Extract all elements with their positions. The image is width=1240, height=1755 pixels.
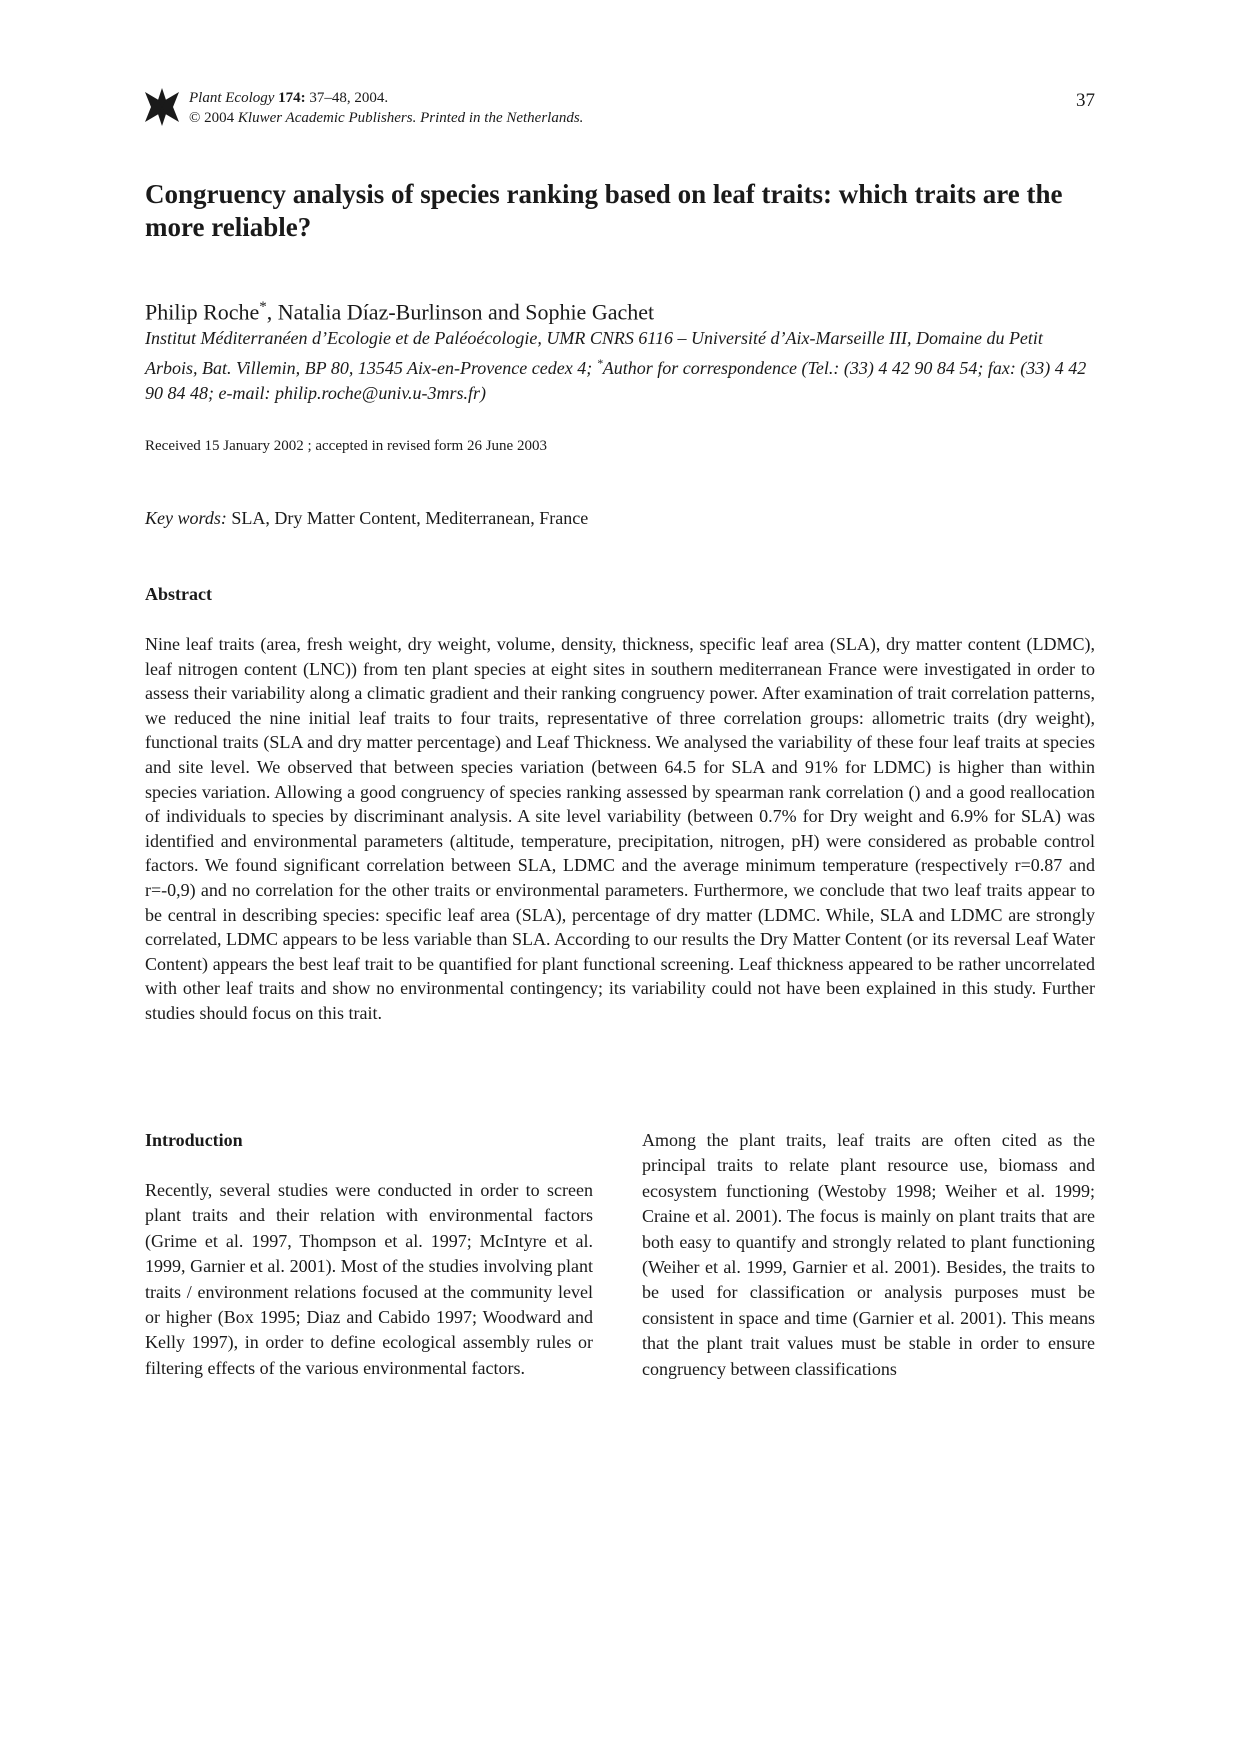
publisher: Kluwer Academic Publishers. Printed in the Netherlands.: [237, 110, 584, 126]
journal-pages-year: 37–48, 2004.: [305, 90, 389, 106]
copyright: © 2004: [189, 110, 238, 126]
introduction-left-column: Recently, several studies were conducted in order to screen plant traits and their relation with environmental factors (Grime et al. 1997, Thompson et al. 1997; McIntyre et al. 1999, Garnier et al. 2001). Most of the studies involving plant traits / environment relations focused at the community level or higher (Box 1995; Diaz and Cabido 1997; Woodward and Kelly 1997), in order to define ecological assembly rules or filtering effects of the various environmental factors.: [145, 1180, 593, 1378]
author-first: Philip Roche: [145, 299, 260, 325]
received-dates: Received 15 January 2002 ; accepted in revised form 26 June 2003: [145, 438, 547, 454]
introduction-heading: Introduction: [145, 1130, 243, 1150]
author-rest: , Natalia Díaz-Burlinson and Sophie Gachet: [266, 299, 655, 325]
affiliation-address: Institut Méditerranéen d’Ecologie et de Paléoécologie, UMR CNRS 6116 – Université d’Aix-Marseille III, Domaine du Petit Arbois, Bat. Villemin, BP 80, 13545 Aix-en-Provence cedex 4;: [145, 328, 1043, 378]
abstract-heading: Abstract: [145, 584, 212, 604]
journal-citation: [189, 88, 583, 128]
correspondence-mark: *: [259, 299, 267, 315]
affiliation-mark: *: [596, 356, 603, 370]
journal-header: [145, 88, 1095, 128]
keywords-value: SLA, Dry Matter Content, Mediterranean, France: [226, 508, 589, 528]
kluwer-logo-icon: [145, 88, 179, 126]
affiliation-contact: Author for correspondence (Tel.: (33) 4 42 90 84 54; fax: (33) 4 42 90 84 48; e-mail: philip.roche@univ.u-3mrs.fr): [145, 358, 1087, 403]
journal-name: Plant Ecology: [189, 90, 275, 106]
keywords: [145, 508, 588, 529]
journal-volume: 174:: [278, 90, 306, 106]
abstract-text: Nine leaf traits (area, fresh weight, dry weight, volume, density, thickness, specific leaf area (SLA), dry matter content (LDMC), leaf nitrogen content (LNC)) from ten plant species at eight sites in southern mediterranean France were investigated in order to assess their variability along a climatic gradient and their ranking congruency power. After examination of trait correlation patterns, we reduced the nine initial leaf traits to four traits, representative of three correlation groups: allometric traits (dry weight), functional traits (SLA and dry matter percentage) and Leaf Thickness. We analysed the variability of these four leaf traits at species and site level. We observed that between species variation (between 64.5 for SLA and 91% for LDMC) is higher than within species variation. Allowing a good congruency of species ranking assessed by spearman rank correlation () and a good reallocation of individuals to species by discriminant analysis. A site level variability (between 0.7% for Dry weight and 6.9% for SLA) was identified and environmental parameters (altitude, temperature, precipitation, nitrogen, pH) were considered as probable control factors. We found significant correlation between SLA, LDMC and the average minimum temperature (respectively r=0.87 and r=-0,9) and no correlation for the other traits or environmental parameters. Furthermore, we conclude that two leaf traits appear to be central in describing species: specific leaf area (SLA), percentage of dry matter (LDMC. While, SLA and LDMC are strongly correlated, LDMC appears to be less variable than SLA. According to our results the Dry Matter Content (or its reversal Leaf Water Content) appears the best leaf trait to be quantified for plant functional screening. Leaf thickness appeared to be rather uncorrelated with other leaf traits and show no environmental contingency; its variability could not have been explained in this study. Further studies should focus on this trait.: [145, 634, 1095, 1023]
affiliation: [145, 326, 1095, 406]
page-number: 37: [1076, 90, 1095, 111]
keywords-label: Key words:: [145, 508, 227, 528]
author-list: [145, 294, 1095, 325]
paper-title: Congruency analysis of species ranking based on leaf traits: which traits are the more reliable?: [145, 179, 1063, 242]
introduction-right-column: Among the plant traits, leaf traits are often cited as the principal traits to relate plant resource use, biomass and ecosystem functioning (Westoby 1998; Weiher et al. 1999; Craine et al. 2001). The focus is mainly on plant traits that are both easy to quantify and strongly related to plant functioning (Weiher et al. 1999, Garnier et al. 2001). Besides, the traits to be used for classification or analysis purposes must be consistent in space and time (Garnier et al. 2001). This means that the plant trait values must be stable in order to ensure congruency between classifications: [642, 1130, 1095, 1379]
